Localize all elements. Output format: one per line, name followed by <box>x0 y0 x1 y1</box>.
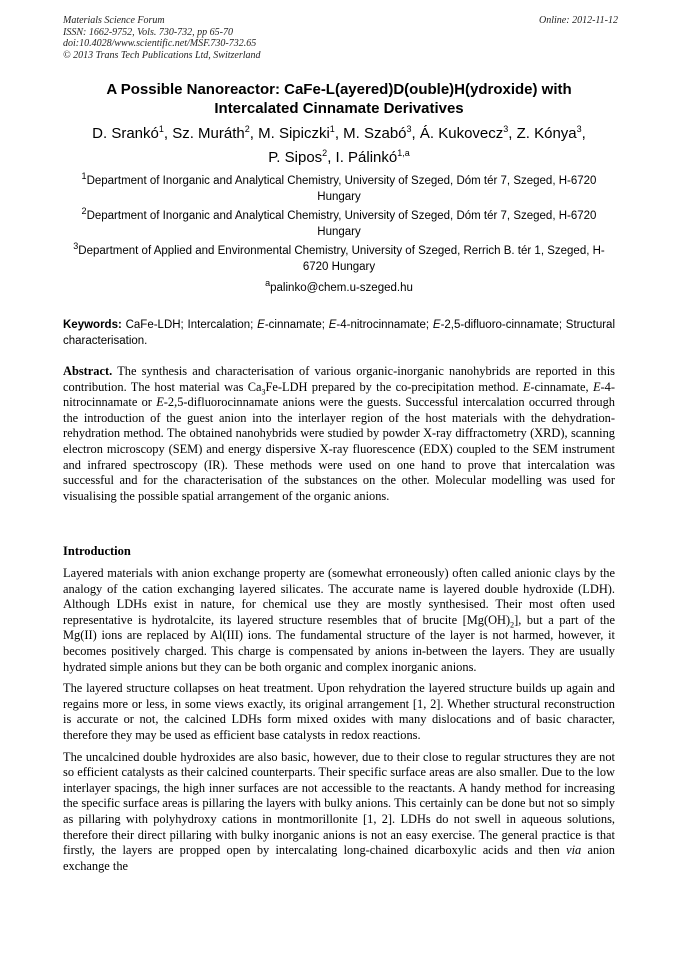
corresponding-email <box>63 280 615 296</box>
paper-title <box>63 80 615 118</box>
abstract <box>63 364 615 504</box>
author: I. Pálinkó <box>335 149 398 166</box>
author-list: D. Srankó$^1$, Sz. Muráth$^2$, M. Sipiczki$^1$, M. Szabó$^3$, Á. Kukovecz$^3$, Z. Kónya$^3$, P. Sipos$^2$, I. Pálinkó$^{1,a}$ <box>92 124 586 166</box>
author-sup: 2 <box>322 148 328 158</box>
affiliation-3 <box>63 243 615 275</box>
paragraph-text: The uncalcined double hydroxides are also basic, however, due to their close to regular structures they are not so efficient catalysts as their calcined counterparts. Their specific surface areas are also smaller. Due to the low interlayer spacings, the high inner surfaces are not accessible to the reactants. A handy method for increasing the specific surface areas is pillaring the layers with bulky anions. This certainly can be done but not so simply as pillaring with polyhydroxy cations in montmorillonite [1, 2]. LDHs do not swell in aqueous solutions, therefore their direct pillaring with bulky inorganic anions is not an easy exercise. The general practice is that firstly, the layers are propped open by intercalating long-chained dicarboxylic acids and then <box>63 749 615 858</box>
abstract-italic: E <box>522 379 531 394</box>
keywords-label: Keywords: <box>63 319 122 331</box>
abstract-text: -cinnamate, <box>530 379 589 394</box>
keyword-italic: E <box>257 319 265 331</box>
intro-paragraph-2: The layered structure collapses on heat treatment. Upon rehydration the layered structure builds up again and regains more or less, in some views exactly, its original arrangement [1, 2]. Whether structural reconstruction is accurate or not, the calcined LDHs form mixed oxides with many dislocations and of basic character, therefore they may be used as efficient base catalysts in redox reactions. <box>63 681 615 742</box>
journal-header <box>63 15 618 61</box>
affiliation-sup: 2 <box>81 206 87 217</box>
keyword-text: -4-nitrocinnamate; <box>336 319 430 331</box>
introduction-body <box>63 566 615 874</box>
affiliation-sup: a <box>265 278 271 289</box>
affiliation-sup: 1 <box>81 171 87 182</box>
author: M. Szabó <box>343 125 407 142</box>
author-sup: 1 <box>158 124 164 134</box>
abstract-italic: E <box>592 379 601 394</box>
affiliation-text: Department of Applied and Environmental Chemistry, University of Szeged, Rerrich B. tér 1, Szeged, H-6720 Hungary <box>78 245 605 273</box>
intro-paragraph-3 <box>63 750 615 875</box>
abstract-paragraph <box>63 364 615 504</box>
abstract-text: -2,5-difluorocinnamate anions were the guests. Successful intercalation occurred through the introduction of the guest anion into the interlayer region of the host materials with the dehydration-rehydration method. The obtained nanohybrids were studied by powder X-ray diffractometry (XRD), scanning electron microscopy (SEM) and energy dispersive X-ray fluorescence (EDX) coupled to the SEM instrument and infrared spectroscopy (IR). These methods were used on one hand to prove that intercalation was successful and for the characterisation of the substances on the other. Molecular modelling was used for visualising the possible spatial arrangement of the organic anions. <box>63 395 615 503</box>
affiliation-2 <box>63 208 615 240</box>
paragraph-text: Layered materials with anion exchange property are (somewhat erroneously) often called anionic clays by the analogy of the cation exchanging layered silicates. The accurate name is layered double hydroxide (LDH). Although LDHs exist in nature, for chemical use they are mostly synthesised. Their most often used representative is hydrotalcite, its layered structure resembles that of brucite [Mg(OH) <box>63 566 615 627</box>
paragraph-text: ], but a part of the Mg(II) ions are replaced by Al(III) ions. The fundamental structure of the layer is not harmed, however, it becomes positively charged. This charge is compensated by anions in-between the layers. They are usually hydrated simple anions but they can be both organic and complex inorganic anions. <box>63 612 615 674</box>
author-sup: 1,a <box>397 148 410 158</box>
journal-copyright: © 2013 Trans Tech Publications Ltd, Switzerland <box>63 49 261 61</box>
paragraph-subscript: 2 <box>510 620 515 630</box>
journal-issn: ISSN: 1662-9752, Vols. 730-732, pp 65-70 <box>63 26 233 38</box>
author: Sz. Muráth <box>172 125 245 142</box>
paragraph-text: anion exchange the <box>63 843 615 873</box>
author-sup: 3 <box>576 124 582 134</box>
journal-name: Materials Science Forum <box>63 15 165 26</box>
title-line-2: Intercalated Cinnamate Derivatives <box>214 100 464 117</box>
paragraph-italic: via <box>566 843 582 858</box>
abstract-text: -4-nitrocinnamate or <box>63 379 615 410</box>
author: Á. Kukovecz <box>419 125 504 142</box>
keyword-text: CaFe-LDH; Intercalation; <box>125 319 254 331</box>
abstract-text: The synthesis and characterisation of various organic-inorganic nanohybrids are reported in this contribution. The host material was Ca <box>63 364 616 394</box>
abstract-subscript: 3 <box>261 387 266 397</box>
author: P. Sipos <box>268 149 323 166</box>
abstract-text: Fe-LDH prepared by the co-precipitation method. <box>265 379 519 394</box>
author: Z. Kónya <box>516 125 577 142</box>
journal-doi: doi:10.4028/www.scientific.net/MSF.730-732.65 <box>63 38 257 49</box>
author: M. Sipiczki <box>258 125 330 142</box>
author-sup: 2 <box>244 124 250 134</box>
affiliation-sup: 3 <box>73 241 79 252</box>
author-sup: 3 <box>503 124 509 134</box>
keyword-italic: E <box>432 319 441 331</box>
keywords <box>63 318 615 349</box>
affiliation-text: Department of Inorganic and Analytical Chemistry, University of Szeged, Dóm tér 7, Szeged, H-6720 Hungary <box>86 175 597 203</box>
abstract-label: Abstract. <box>63 364 113 378</box>
keyword-text: -2,5-difluoro-cinnamate; Structural characterisation. <box>63 319 616 347</box>
online-date: Online: 2012-11-12 <box>539 15 618 26</box>
affiliation-text: Department of Inorganic and Analytical Chemistry, University of Szeged, Dóm tér 7, Szeged, H-6720 Hungary <box>86 210 597 238</box>
abstract-italic: E <box>156 395 164 410</box>
email-link[interactable]: palinko@chem.u-szeged.hu <box>270 282 413 294</box>
affiliation-1 <box>63 173 615 205</box>
title-line-1: A Possible Nanoreactor: CaFe-L(ayered)D(ouble)H(ydroxide) with <box>106 81 572 98</box>
keyword-italic: E <box>328 319 337 331</box>
author-sup: 3 <box>406 124 412 134</box>
intro-paragraph-1 <box>63 566 615 675</box>
keyword-text: -cinnamate; <box>264 319 325 331</box>
section-heading-introduction: Introduction <box>63 544 131 558</box>
author-sup: 1 <box>329 124 335 134</box>
author: D. Srankó <box>92 125 159 142</box>
